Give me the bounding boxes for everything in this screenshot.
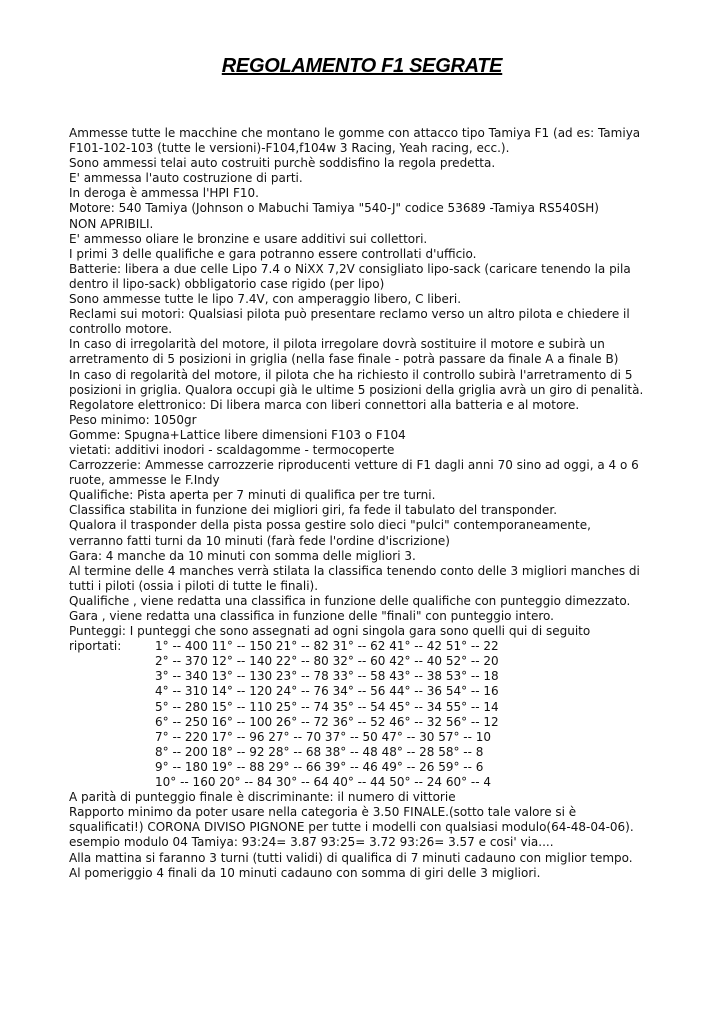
points-label xyxy=(69,700,155,715)
rule-line: Gomme: Spugna+Lattice libere dimensioni F103 o F104 xyxy=(69,427,406,442)
points-label xyxy=(69,669,155,684)
rule-line: Al pomeriggio 4 finali da 10 minuti cadauno con somma di giri delle 3 migliori. xyxy=(69,865,541,880)
rule-line: Al termine delle 4 manches verrà stilata la classifica tenendo conto delle 3 migliori manches di xyxy=(69,563,640,578)
points-row xyxy=(69,760,669,775)
rule-line: Punteggi: I punteggi che sono assegnati ad ogni singola gara sono quelli qui di seguito xyxy=(69,624,591,639)
rule-line: tutti i piloti (ossia i piloti di tutte le finali). xyxy=(69,578,319,593)
points-label xyxy=(69,730,155,745)
rule-line: Classifica stabilita in funzione dei migliori giri, fa fede il tabulato del transponder. xyxy=(69,503,558,518)
rule-line: Qualifiche , viene redatta una classifica in funzione delle qualifiche con punteggio dimezzato. xyxy=(69,593,631,608)
rule-line: vietati: additivi inodori - scaldagomme - termocoperte xyxy=(69,442,395,457)
rule-line: F101-102-103 (tutte le versioni)-F104,f104w 3 Racing, Yeah racing, ecc.). xyxy=(69,141,510,156)
rule-line: E' ammesso oliare le bronzine e usare additivi sui collettori. xyxy=(69,231,428,246)
rule-line: A parità di punteggio finale è discriminante: il numero di vittorie xyxy=(69,790,456,805)
rule-line: Qualora il trasponder della pista possa gestire solo dieci "pulci" contemporaneamente, xyxy=(69,518,591,533)
points-values: 4° -- 310 14° -- 120 24° -- 76 34° -- 56 44° -- 36 54° -- 16 xyxy=(155,684,499,699)
rule-line: Gara , viene redatta una classifica in funzione delle "finali" con punteggio intero. xyxy=(69,609,554,623)
rule-line: Qualifiche: Pista aperta per 7 minuti di qualifica per tre turni. xyxy=(69,488,436,503)
rule-line: Sono ammesse tutte le lipo 7.4V, con amperaggio libero, C liberi. xyxy=(69,292,462,307)
points-label: riportati: xyxy=(69,639,122,654)
rule-line: Gara: 4 manche da 10 minuti con somma delle migliori 3. xyxy=(69,548,416,563)
points-values: 10° -- 160 20° -- 84 30° -- 64 40° -- 44 50° -- 24 60° -- 4 xyxy=(155,775,492,790)
rule-line: NON APRIBILI. xyxy=(69,216,154,231)
rule-line: Reclami sui motori: Qualsiasi pilota può presentare reclamo verso un altro pilota e chiedere il xyxy=(69,307,630,322)
rule-line: controllo motore. xyxy=(69,322,173,337)
points-row xyxy=(69,669,669,684)
rule-line: posizioni in griglia. Qualora occupi già le ultime 5 posizioni della griglia avrà un giro di penalità. xyxy=(69,382,644,397)
points-label xyxy=(69,745,155,760)
points-values: 2° -- 370 12° -- 140 22° -- 80 32° -- 60 42° -- 40 52° -- 20 xyxy=(155,654,499,669)
rule-line: Motore: 540 Tamiya (Johnson o Mabuchi Tamiya "540-J" codice 53689 -Tamiya RS540SH) xyxy=(69,201,599,216)
rule-line: arretramento di 5 posizioni in griglia (nella fase finale - potrà passare da finale A a finale B) xyxy=(69,352,619,367)
rule-line: esempio modulo 04 Tamiya: 93:24= 3.87 93:25= 3.72 93:26= 3.57 e cosi' via.... xyxy=(69,835,554,850)
rule-line: E' ammessa l'auto costruzione di parti. xyxy=(69,171,303,186)
points-row xyxy=(69,775,669,790)
points-values: 9° -- 180 19° -- 88 29° -- 66 39° -- 46 49° -- 26 59° -- 6 xyxy=(155,759,484,774)
points-values: 1° -- 400 11° -- 150 21° -- 82 31° -- 62 41° -- 42 51° -- 22 xyxy=(155,639,499,654)
rule-line: In caso di regolarità del motore, il pilota che ha richiesto il controllo subirà l'arretramento di 5 xyxy=(69,367,633,382)
points-row xyxy=(69,715,669,730)
points-row xyxy=(69,654,669,669)
points-row xyxy=(69,745,669,760)
points-label xyxy=(69,775,155,790)
points-label xyxy=(69,684,155,699)
points-label xyxy=(69,715,155,730)
rule-line: Batterie: libera a due celle Lipo 7.4 o NiXX 7,2V consigliato lipo-sack (caricare tenendo la pila xyxy=(69,261,631,276)
points-label xyxy=(69,654,155,669)
points-row xyxy=(69,639,669,654)
points-row xyxy=(69,684,669,699)
points-label xyxy=(69,760,155,775)
points-values: 5° -- 280 15° -- 110 25° -- 74 35° -- 54 45° -- 34 55° -- 14 xyxy=(155,699,499,714)
rule-line: Sono ammessi telai auto costruiti purchè soddisfino la regola predetta. xyxy=(69,156,496,171)
points-values: 8° -- 200 18° -- 92 28° -- 68 38° -- 48 48° -- 28 58° -- 8 xyxy=(155,744,484,759)
rule-line: In deroga è ammessa l'HPI F10. xyxy=(69,186,259,201)
points-row xyxy=(69,730,669,745)
rule-line: I primi 3 delle qualifiche e gara potranno essere controllati d'ufficio. xyxy=(69,246,477,261)
points-values: 3° -- 340 13° -- 130 23° -- 78 33° -- 58 43° -- 38 53° -- 18 xyxy=(155,669,499,684)
rule-line: verranno fatti turni da 10 minuti (farà fede l'ordine d'iscrizione) xyxy=(69,533,450,548)
rule-line: squalificati!) CORONA DIVISO PIGNONE per tutte i modelli con qualsiasi modulo(64-48-04-06). xyxy=(69,820,634,835)
points-row xyxy=(69,700,669,715)
rule-line: dentro il lipo-sack) obbligatorio case rigido (per lipo) xyxy=(69,276,385,291)
rule-line: Carrozzerie: Ammesse carrozzerie riproducenti vetture di F1 dagli anni 70 sino ad oggi, a 4 o 6 xyxy=(69,458,639,473)
document-title: REGOLAMENTO F1 SEGRATE xyxy=(221,55,503,77)
rule-line: Peso minimo: 1050gr xyxy=(69,412,197,427)
rule-line: In caso di irregolarità del motore, il pilota irregolare dovrà sostituire il motore e subirà un xyxy=(69,337,605,352)
rule-line: ruote, ammesse le F.Indy xyxy=(69,473,220,488)
rule-line: Ammesse tutte le macchine che montano le gomme con attacco tipo Tamiya F1 (ad es: Tamiya xyxy=(69,126,641,140)
document-body xyxy=(69,126,669,881)
rule-line: Regolatore elettronico: Di libera marca con liberi connettori alla batteria e al motore. xyxy=(69,397,580,412)
points-values: 6° -- 250 16° -- 100 26° -- 72 36° -- 52 46° -- 32 56° -- 12 xyxy=(155,714,499,729)
rule-line: Rapporto minimo da poter usare nella categoria è 3.50 FINALE.(sotto tale valore si è xyxy=(69,805,577,820)
rule-line: Alla mattina si faranno 3 turni (tutti validi) di qualifica di 7 minuti cadauno con miglior tempo. xyxy=(69,850,633,865)
points-values: 7° -- 220 17° -- 96 27° -- 70 37° -- 50 47° -- 30 57° -- 10 xyxy=(155,729,492,744)
